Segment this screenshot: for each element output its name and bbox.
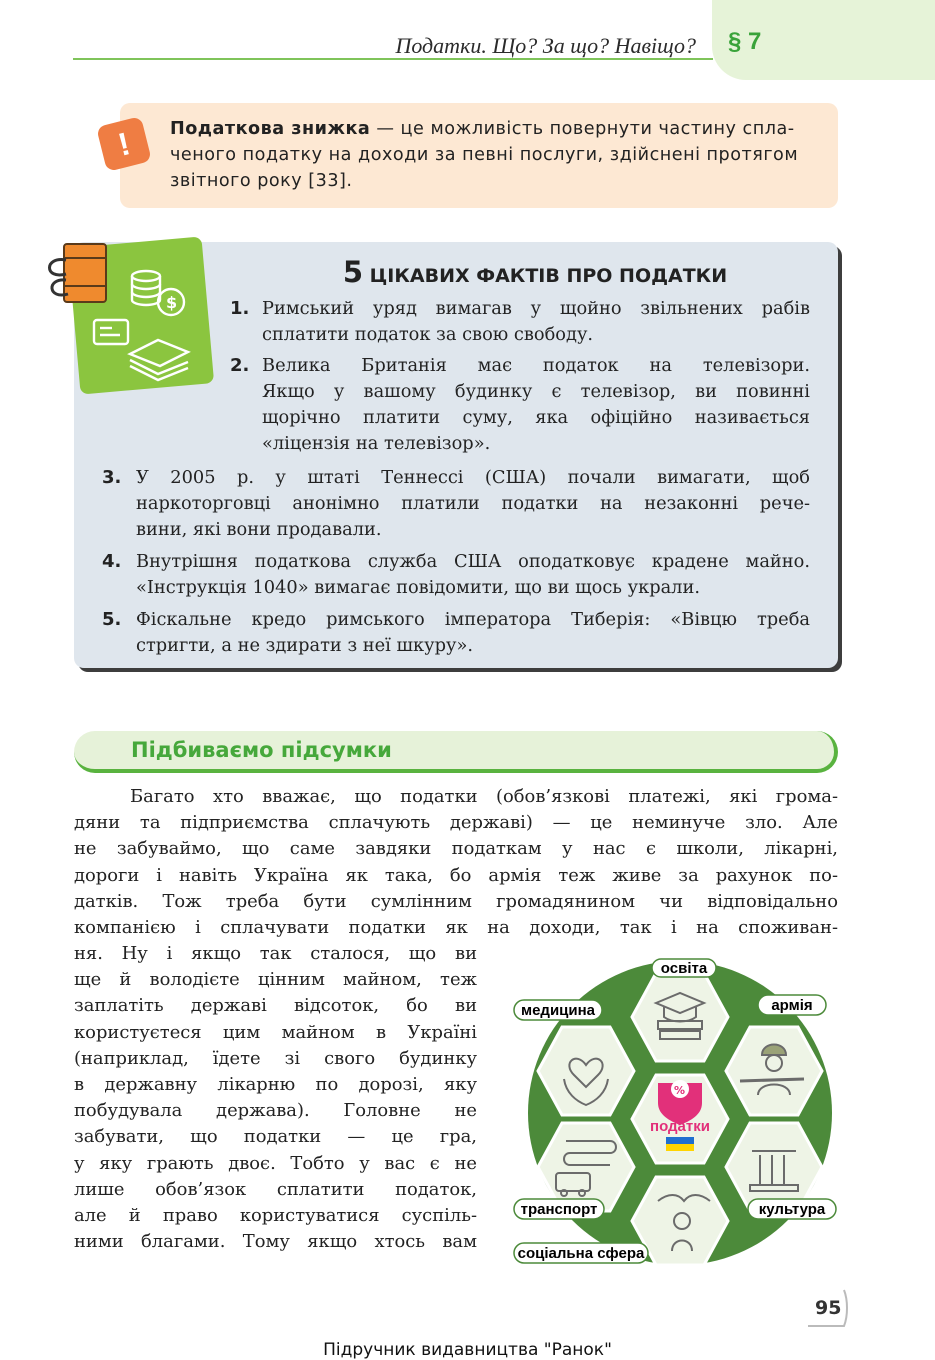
- paragraph-line: дяни та підприємства сплачують державі) — це неминуче зло. Але: [74, 812, 838, 834]
- paragraph-line: побудувала держава). Головне не: [74, 1100, 477, 1122]
- paragraph-line: але й право користуватися суспіль-: [74, 1204, 477, 1226]
- label-medicine: медицина: [520, 1002, 596, 1019]
- facts-title: [230, 255, 840, 289]
- fact-number: 2.: [230, 355, 250, 376]
- fact-number: 3.: [102, 467, 122, 488]
- fact-line: У 2005 р. у штаті Теннессі (США) почали вимагати, щоб: [136, 467, 810, 488]
- label-transport: транспорт: [520, 1201, 598, 1218]
- fact-line: сплатити податок за свою свободу.: [262, 324, 594, 345]
- fact-item: [262, 296, 810, 348]
- fact-item: [262, 353, 810, 457]
- svg-text:$: $: [166, 293, 178, 312]
- paragraph-line: в державну лікарню по дорозі, яку: [74, 1073, 477, 1095]
- paragraph-line: Багато хто вважає, що податки (обов’язкові платежі, які грома-: [130, 786, 838, 807]
- publisher-footer: Підручник видавництва "Ранок": [323, 1340, 612, 1360]
- fact-line: Римський уряд вимагав у щойно звільнених рабів: [262, 298, 810, 319]
- ukraine-flag-yellow: [666, 1144, 694, 1151]
- definition-term: Податкова знижка: [170, 119, 371, 139]
- fact-number: 5.: [102, 609, 122, 630]
- section-number: § 7: [728, 28, 762, 55]
- fact-item: [136, 607, 810, 659]
- paragraph-line: не забуваймо, що саме завдяки податкам у нас є школи, лікарні,: [74, 838, 838, 860]
- definition-line: — це можливість повернути частину спла-: [370, 119, 795, 139]
- fact-line: «ліцензія на телевізор».: [262, 433, 491, 454]
- label-army: армія: [771, 997, 813, 1014]
- diagram-center-label: податки: [650, 1118, 710, 1135]
- ukraine-flag-blue: [666, 1137, 694, 1144]
- fact-line: вини, які вони продавали.: [136, 519, 382, 540]
- facts-title-text: ЦІКАВИХ ФАКТІВ ПРО ПОДАТКИ: [369, 265, 728, 287]
- paragraph-line: компанією і сплачувати податки як на доходи, так і на споживан-: [74, 916, 838, 938]
- svg-text:%: %: [674, 1084, 686, 1097]
- paragraph-line: лише обов’язок сплатити податок,: [74, 1178, 477, 1200]
- label-education: освіта: [660, 960, 708, 977]
- fact-line: наркоторговці анонімно платили податки на незаконні рече-: [136, 493, 810, 514]
- paragraph-line: ними благами. Тому якщо хтось вам: [74, 1231, 477, 1253]
- definition-line: звітного року [33].: [170, 171, 353, 191]
- summary-heading: Підбиваємо підсумки: [131, 738, 392, 762]
- fact-line: щорічно платити суму, яка офіційно називається: [262, 407, 810, 428]
- exclamation-icon: !: [96, 116, 152, 172]
- paragraph-line: забувати, що податки — це гра,: [74, 1126, 477, 1148]
- definition-text: [170, 116, 810, 194]
- running-title: Податки. Що? За що? Навіщо?: [395, 33, 696, 58]
- paragraph-line: дороги і навіть Україна як така, бо армія теж живе за рахунок по-: [74, 864, 838, 886]
- tax-spending-diagram: [512, 955, 842, 1267]
- fact-line: стригти, а не здирати з неї шкуру».: [136, 635, 473, 656]
- paragraph-line: ще й володієте цінним майном, теж: [74, 969, 477, 991]
- facts-title-number: 5: [342, 255, 364, 289]
- fact-line: Фіскальне кредо римського імператора Тиберія: «Вівцю треба: [136, 609, 810, 630]
- fact-line: Внутрішня податкова служба США оподатковує крадене майно.: [136, 551, 810, 572]
- definition-line: ченого податку на доходи за певні послуги, здійснені протягом: [170, 145, 799, 165]
- paragraph-line: заплатіть державі відсоток, бо ви: [74, 995, 477, 1017]
- fact-line: Якщо у вашому будинку є телевізор, ви повинні: [262, 381, 810, 402]
- fact-line: Велика Британія має податок на телевізори.: [262, 355, 810, 376]
- paragraph-line: у яку грають двоє. Тобто у вас є не: [74, 1152, 477, 1174]
- header-rule: [73, 58, 713, 60]
- paragraph-line: датків. Тож треба бути сумлінним громадянином чи відповідально: [74, 890, 838, 912]
- paragraph-line: ня. Ну і якщо так сталося, що ви: [74, 943, 477, 964]
- fact-item: [136, 549, 810, 601]
- label-social: соціальна сфера: [517, 1245, 645, 1262]
- fact-line: «Інструкція 1040» вимагає повідомити, що ви щось украли.: [136, 577, 700, 598]
- summary-paragraph: [74, 784, 838, 941]
- fact-number: 4.: [102, 551, 122, 572]
- fact-item: [136, 465, 810, 543]
- paragraph-line: користуєтеся цим майном в Україні: [74, 1021, 477, 1043]
- paragraph-line: (наприклад, їдете зі свого будинку: [74, 1047, 477, 1069]
- page-number: 95: [815, 1297, 842, 1319]
- summary-paragraph-wrap: [74, 941, 477, 1255]
- money-stack-icon: [88, 262, 198, 382]
- label-culture: культура: [758, 1201, 826, 1218]
- fact-number: 1.: [230, 298, 250, 319]
